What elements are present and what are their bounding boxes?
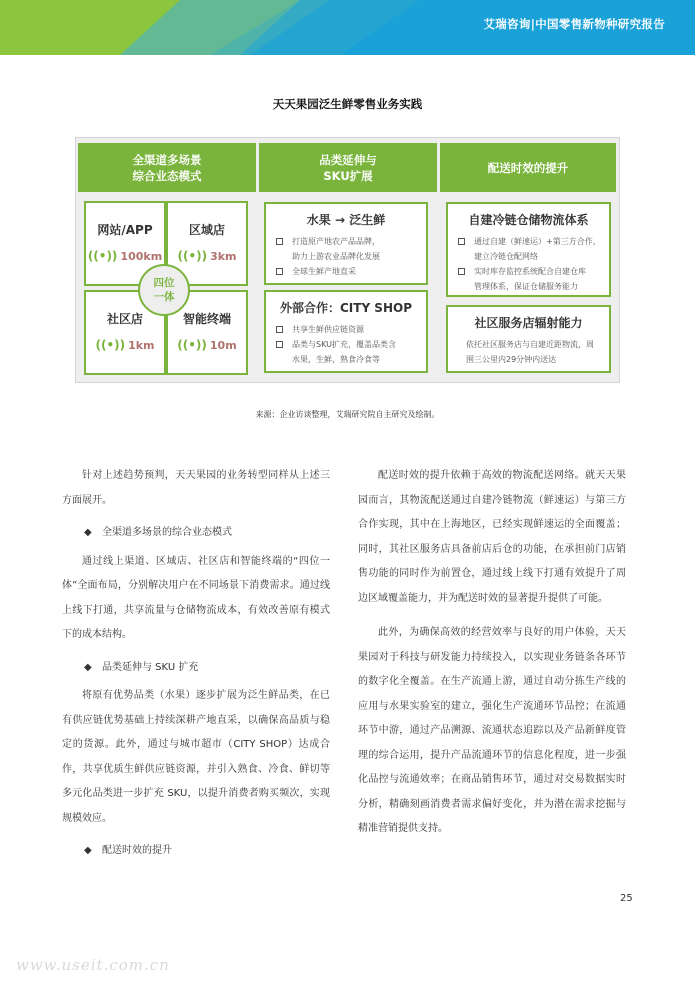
column-header-delivery (440, 143, 616, 192)
checkbox-square-icon (276, 341, 283, 348)
paragraph: 配送时效的提升依赖于高效的物流配送网络。就天天果园而言，其物流配送通过自建冷链物流（鲜速运）与第三方合作实现，其中在上海地区，已经实现鲜速运的全面覆盖；同时，其社区服务店具备前店后仓的功能，在承担前门店销售功能的同时作为前置仓，通过线上线下打通有效提升了周边区域覆盖能力，并为配送时效的显著提升提供了可能。 (358, 470, 626, 604)
checkbox-square-icon (276, 326, 283, 333)
box-community-service (446, 305, 611, 373)
box-title: 社区服务店辐射能力 (474, 316, 583, 330)
list-item (276, 322, 426, 337)
paragraph: 此外，为确保高效的经营效率与良好的用户体验，天天果园对于科技与研发能力持续投入，以实现业务链条各环节的数字化全覆盖。在生产流通上游，通过自动分拣生产线的应用与水果实验室的建立，强化生产流通环节品控；在流通环节中游，通过产品溯源、流通状态追踪以及产品新鲜度管理的综合运用，提升产品流通环节的信息化程度，进一步强化品控与流通效率；在商品销售环节，通过对交易数据实时分析，精确刻画消费者需求偏好变化，并为潜在需求挖掘与精准营销提供支持。 (358, 627, 626, 834)
bullet-text: 品类延伸与 SKU 扩充 (102, 661, 199, 673)
box-cold-chain (446, 202, 611, 297)
quadrant-value: 3km (210, 250, 237, 263)
box-city-shop (264, 290, 428, 373)
list-item (458, 249, 609, 264)
figure-source: 来源：企业访谈整理，艾瑞研究院自主研究及绘制。 (255, 410, 440, 419)
column-header-line: 全渠道多场景 (132, 152, 202, 167)
box-title: 自建冷链仓储物流体系 (468, 213, 589, 227)
diamond-bullet-icon: ◆ (84, 845, 92, 856)
list-item-text: 共享生鲜供应链资源 (292, 325, 364, 334)
box-list (276, 234, 426, 279)
quadrant-value: 100km (120, 250, 163, 263)
watermark: www.useit.com.cn (16, 956, 170, 974)
body-column-right (358, 464, 626, 842)
box-title: 外部合作：CITY SHOP (279, 301, 412, 315)
box-list (276, 322, 426, 367)
signal-icon: ((•)) (177, 338, 207, 352)
list-item-text: 管理体系，保证仓储服务能力 (474, 282, 578, 291)
bullet-text: 配送时效的提升 (102, 845, 172, 856)
bullet-heading (84, 839, 330, 864)
list-item (458, 234, 609, 249)
list-item (276, 249, 426, 264)
signal-icon: ((•)) (95, 338, 126, 352)
box-title: 水果 → 泛生鲜 (306, 213, 386, 227)
figure-title: 天天果园泛生鲜零售业务实践 (272, 97, 423, 111)
column-header-line: 品类延伸与 (319, 152, 377, 167)
quadrant-value: 1km (128, 339, 155, 352)
quadrant-label: 智能终端 (182, 312, 231, 326)
quadrant-label: 社区店 (106, 312, 143, 326)
bullet-text: 全渠道多场景的综合业态模式 (102, 527, 232, 538)
list-item (458, 279, 609, 294)
center-line: 一体 (153, 291, 175, 303)
column-header-line: SKU扩展 (323, 168, 373, 183)
list-item-text: 实时库存监控系统配合自建仓库 (474, 267, 586, 276)
signal-icon: ((•)) (177, 249, 208, 263)
diamond-bullet-icon: ◆ (84, 527, 92, 538)
quadrant-value: 10m (209, 339, 237, 352)
list-item (276, 352, 426, 367)
checkbox-square-icon (458, 238, 465, 245)
page-number: 25 (620, 893, 633, 904)
list-item-text: 打造原产地农产品品牌， (292, 237, 380, 246)
spacer (358, 611, 626, 621)
body-column-left (62, 464, 330, 868)
list-item-text: 助力上游农业品牌化发展 (292, 252, 380, 261)
paragraph: 针对上述趋势预判，天天果园的业务转型同样从上述三方面展开。 (62, 470, 330, 506)
list-item-text: 品类与SKU扩充，覆盖品类含 (292, 340, 396, 349)
list-item-text: 全球生鲜产地直采 (292, 267, 356, 276)
paragraph: 通过线上渠道、区域店、社区店和智能终端的“四位一体”全面布局，分别解决用户在不同场景下消费需求。通过线上线下打通，共享流量与仓储物流成本，有效改善原有模式下的成本结构。 (62, 555, 330, 640)
quadrant-label: 网站/APP (97, 223, 153, 237)
header-band (0, 0, 695, 55)
checkbox-square-icon (458, 268, 465, 275)
checkbox-square-icon (276, 268, 283, 275)
report-title: 艾瑞咨询|中国零售新物种研究报告 (483, 17, 665, 31)
column-header-omnichannel (78, 143, 256, 192)
quadrant-range (168, 338, 246, 352)
quadrant-range (168, 249, 246, 263)
center-line: 四位 (153, 277, 175, 289)
quadrant-range (86, 338, 164, 352)
list-item-text: 水果，生鲜，熟食冷食等 (292, 355, 380, 364)
list-item-text: 建立冷链仓配网络 (474, 252, 538, 261)
four-in-one-circle (138, 264, 190, 316)
column-header-category (259, 143, 437, 192)
box-fruit-to-fresh (264, 202, 428, 285)
paragraph: 将原有优势品类（水果）逐步扩展为泛生鲜品类，在已有供应链优势基础上持续深耕产地直采，以确保高品质与稳定的货源。此外，通过与城市超市（CITY SHOP）达成合作，共享优质生鲜供应链资源，并引入熟食、冷食、鲜切等多元化品类进一步扩充 SKU，以提升消费者购买频次，实现规模效应。 (62, 690, 330, 824)
list-item (458, 264, 609, 279)
bullet-heading (84, 521, 330, 546)
checkbox-square-icon (276, 238, 283, 245)
column-header-line: 配送时效的提升 (487, 160, 569, 175)
bullet-heading (84, 656, 330, 681)
list-item (276, 234, 426, 249)
list-item-text: 通过自建（鲜速运）+第三方合作， (474, 237, 601, 246)
quadrant-range (86, 249, 164, 263)
list-item (276, 337, 426, 352)
list-item (276, 264, 426, 279)
signal-icon: ((•)) (87, 249, 118, 263)
box-text: 依托社区服务店与自建近距物流，周围三公里内29分钟内送达 (466, 340, 594, 364)
box-list (458, 234, 609, 294)
diamond-bullet-icon: ◆ (84, 661, 92, 673)
quadrant-label: 区域店 (188, 223, 225, 237)
column-header-line: 综合业态模式 (132, 168, 202, 183)
